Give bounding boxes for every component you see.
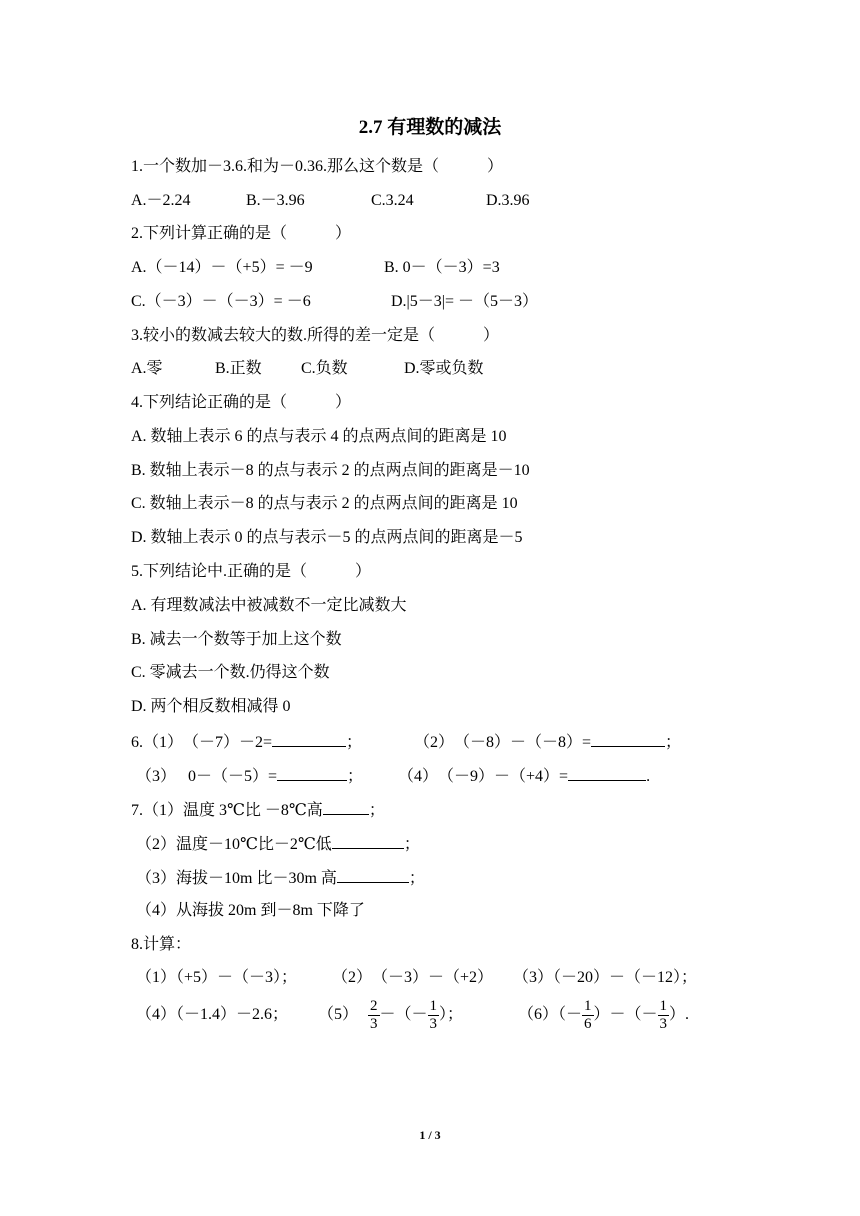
q1-option-a: A.－2.24: [131, 192, 191, 209]
q8-item-6-mid: ）－（－: [593, 1006, 658, 1023]
q6-item-4: [398, 764, 650, 788]
q6-item-2-end: ；: [665, 734, 682, 751]
q2-option-b: B. 0－（－3）=3: [384, 259, 500, 276]
q8-item-1: （1）（+5）－（－3）；: [136, 969, 298, 986]
q6-item-1-end: ；: [346, 734, 363, 751]
q8-item-5-fraction-1: $\frac{2}{3}$: [370, 997, 378, 1032]
q7-item-2-text: （2）温度－10℃比－2℃低: [136, 836, 332, 853]
q6-answer-blank-3[interactable]: [277, 764, 347, 781]
question-1-stem: 1.一个数加－3.6.和为－0.36.那么这个数是（ ）: [131, 158, 504, 175]
q8-item-5-fraction-2: $\frac{1}{3}$: [429, 997, 438, 1032]
q7-item-4: （4）从海拔 20m 到－8m 下降了: [136, 902, 365, 919]
q8-item-6-end: ）.: [669, 1006, 690, 1023]
q1-option-d: D.3.96: [486, 192, 530, 209]
q3-option-b: B.正数: [215, 360, 262, 377]
q4-option-b: B. 数轴上表示－8 的点与表示 2 的点两点间的距离是－10: [131, 462, 530, 479]
q7-item-3-end: ；: [408, 870, 425, 887]
q5-option-b: B. 减去一个数等于加上这个数: [131, 631, 342, 648]
q4-option-d: D. 数轴上表示 0 的点与表示－5 的点两点间的距离是－5: [131, 529, 523, 546]
q7-item-1-text: 7.（1）温度 3℃比 －8℃高: [131, 802, 323, 819]
q7-answer-blank-2[interactable]: [332, 832, 404, 849]
q6-item-4-end: .: [646, 768, 651, 785]
question-5-stem: 5.下列结论中.正确的是（ ）: [131, 563, 372, 580]
q6-item-1: [131, 730, 362, 754]
q8-item-5-end: ）；: [439, 1006, 464, 1023]
q6-item-4-text: （4） （－9）－（+4）=: [398, 768, 569, 785]
q4-option-a: A. 数轴上表示 6 的点与表示 4 的点两点间的距离是 10: [131, 428, 507, 445]
q7-answer-blank-1[interactable]: [323, 798, 369, 815]
q8-item-2: （2） （－3）－（+2）: [332, 969, 494, 986]
page-number: 1 / 3: [419, 1128, 441, 1142]
question-8-stem: 8.计算：: [131, 936, 192, 953]
q6-answer-blank-2[interactable]: [591, 730, 665, 747]
q1-option-c: C.3.24: [371, 192, 414, 209]
q6-item-2: [414, 730, 681, 754]
q8-item-6: [518, 996, 689, 1034]
q7-item-3-text: （3）海拔－10m 比－30m 高: [136, 870, 337, 887]
q7-answer-blank-3[interactable]: [337, 866, 409, 883]
q6-item-2-text: （2） （－8）－（－8）=: [414, 734, 592, 751]
q8-item-3: （3）（－20）－（－12）；: [513, 969, 698, 986]
q7-item-2: [136, 832, 420, 856]
q8-item-6-fraction-2: $\frac{1}{3}$: [659, 997, 668, 1032]
q5-option-c: C. 零减去一个数.仍得这个数: [131, 664, 330, 681]
q3-option-a: A.零: [131, 360, 163, 377]
q5-option-d: D. 两个相反数相减得 0: [131, 698, 291, 715]
q6-item-3-end: ；: [347, 768, 364, 785]
q7-item-3: [136, 866, 425, 890]
q7-item-1: [131, 798, 385, 822]
question-3-stem: 3.较小的数减去较大的数.所得的差一定是（ ）: [131, 327, 500, 344]
q6-item-1-text: 6.（1） （－7）－2=: [131, 734, 273, 751]
q1-option-b: B.－3.96: [246, 192, 305, 209]
page-title: 2.7 有理数的减法: [358, 117, 502, 138]
q6-answer-blank-4[interactable]: [568, 764, 646, 781]
q8-item-4: （4）（－1.4）－2.6；: [136, 1006, 289, 1023]
q8-item-5: [318, 996, 463, 1034]
q6-item-3-text: （3） 0－（－5）=: [136, 768, 278, 785]
q8-item-6-label: （6）（－: [518, 1006, 583, 1023]
q6-item-3: [136, 764, 363, 788]
q2-option-c: C.（－3）－（－3）= －6: [131, 293, 311, 310]
q3-option-c: C.负数: [301, 360, 348, 377]
q7-item-2-end: ；: [403, 836, 420, 853]
q2-option-a: A.（－14）－（+5）= －9: [131, 259, 313, 276]
q4-option-c: C. 数轴上表示－8 的点与表示 2 的点两点间的距离是 10: [131, 495, 518, 512]
q6-answer-blank-1[interactable]: [272, 730, 346, 747]
q8-item-5-label: （5）: [318, 1006, 359, 1023]
q8-item-6-fraction-1: $\frac{1}{6}$: [584, 997, 592, 1032]
q3-option-d: D.零或负数: [404, 360, 484, 377]
q5-option-a: A. 有理数减法中被减数不一定比减数大: [131, 597, 407, 614]
question-4-stem: 4.下列结论正确的是（ ）: [131, 394, 352, 411]
question-2-stem: 2.下列计算正确的是（ ）: [131, 225, 352, 242]
q8-item-5-mid: －（－: [379, 1006, 428, 1023]
q7-item-1-end: ；: [368, 802, 385, 819]
q2-option-d: D.|5－3|= －（5－3）: [391, 293, 538, 310]
